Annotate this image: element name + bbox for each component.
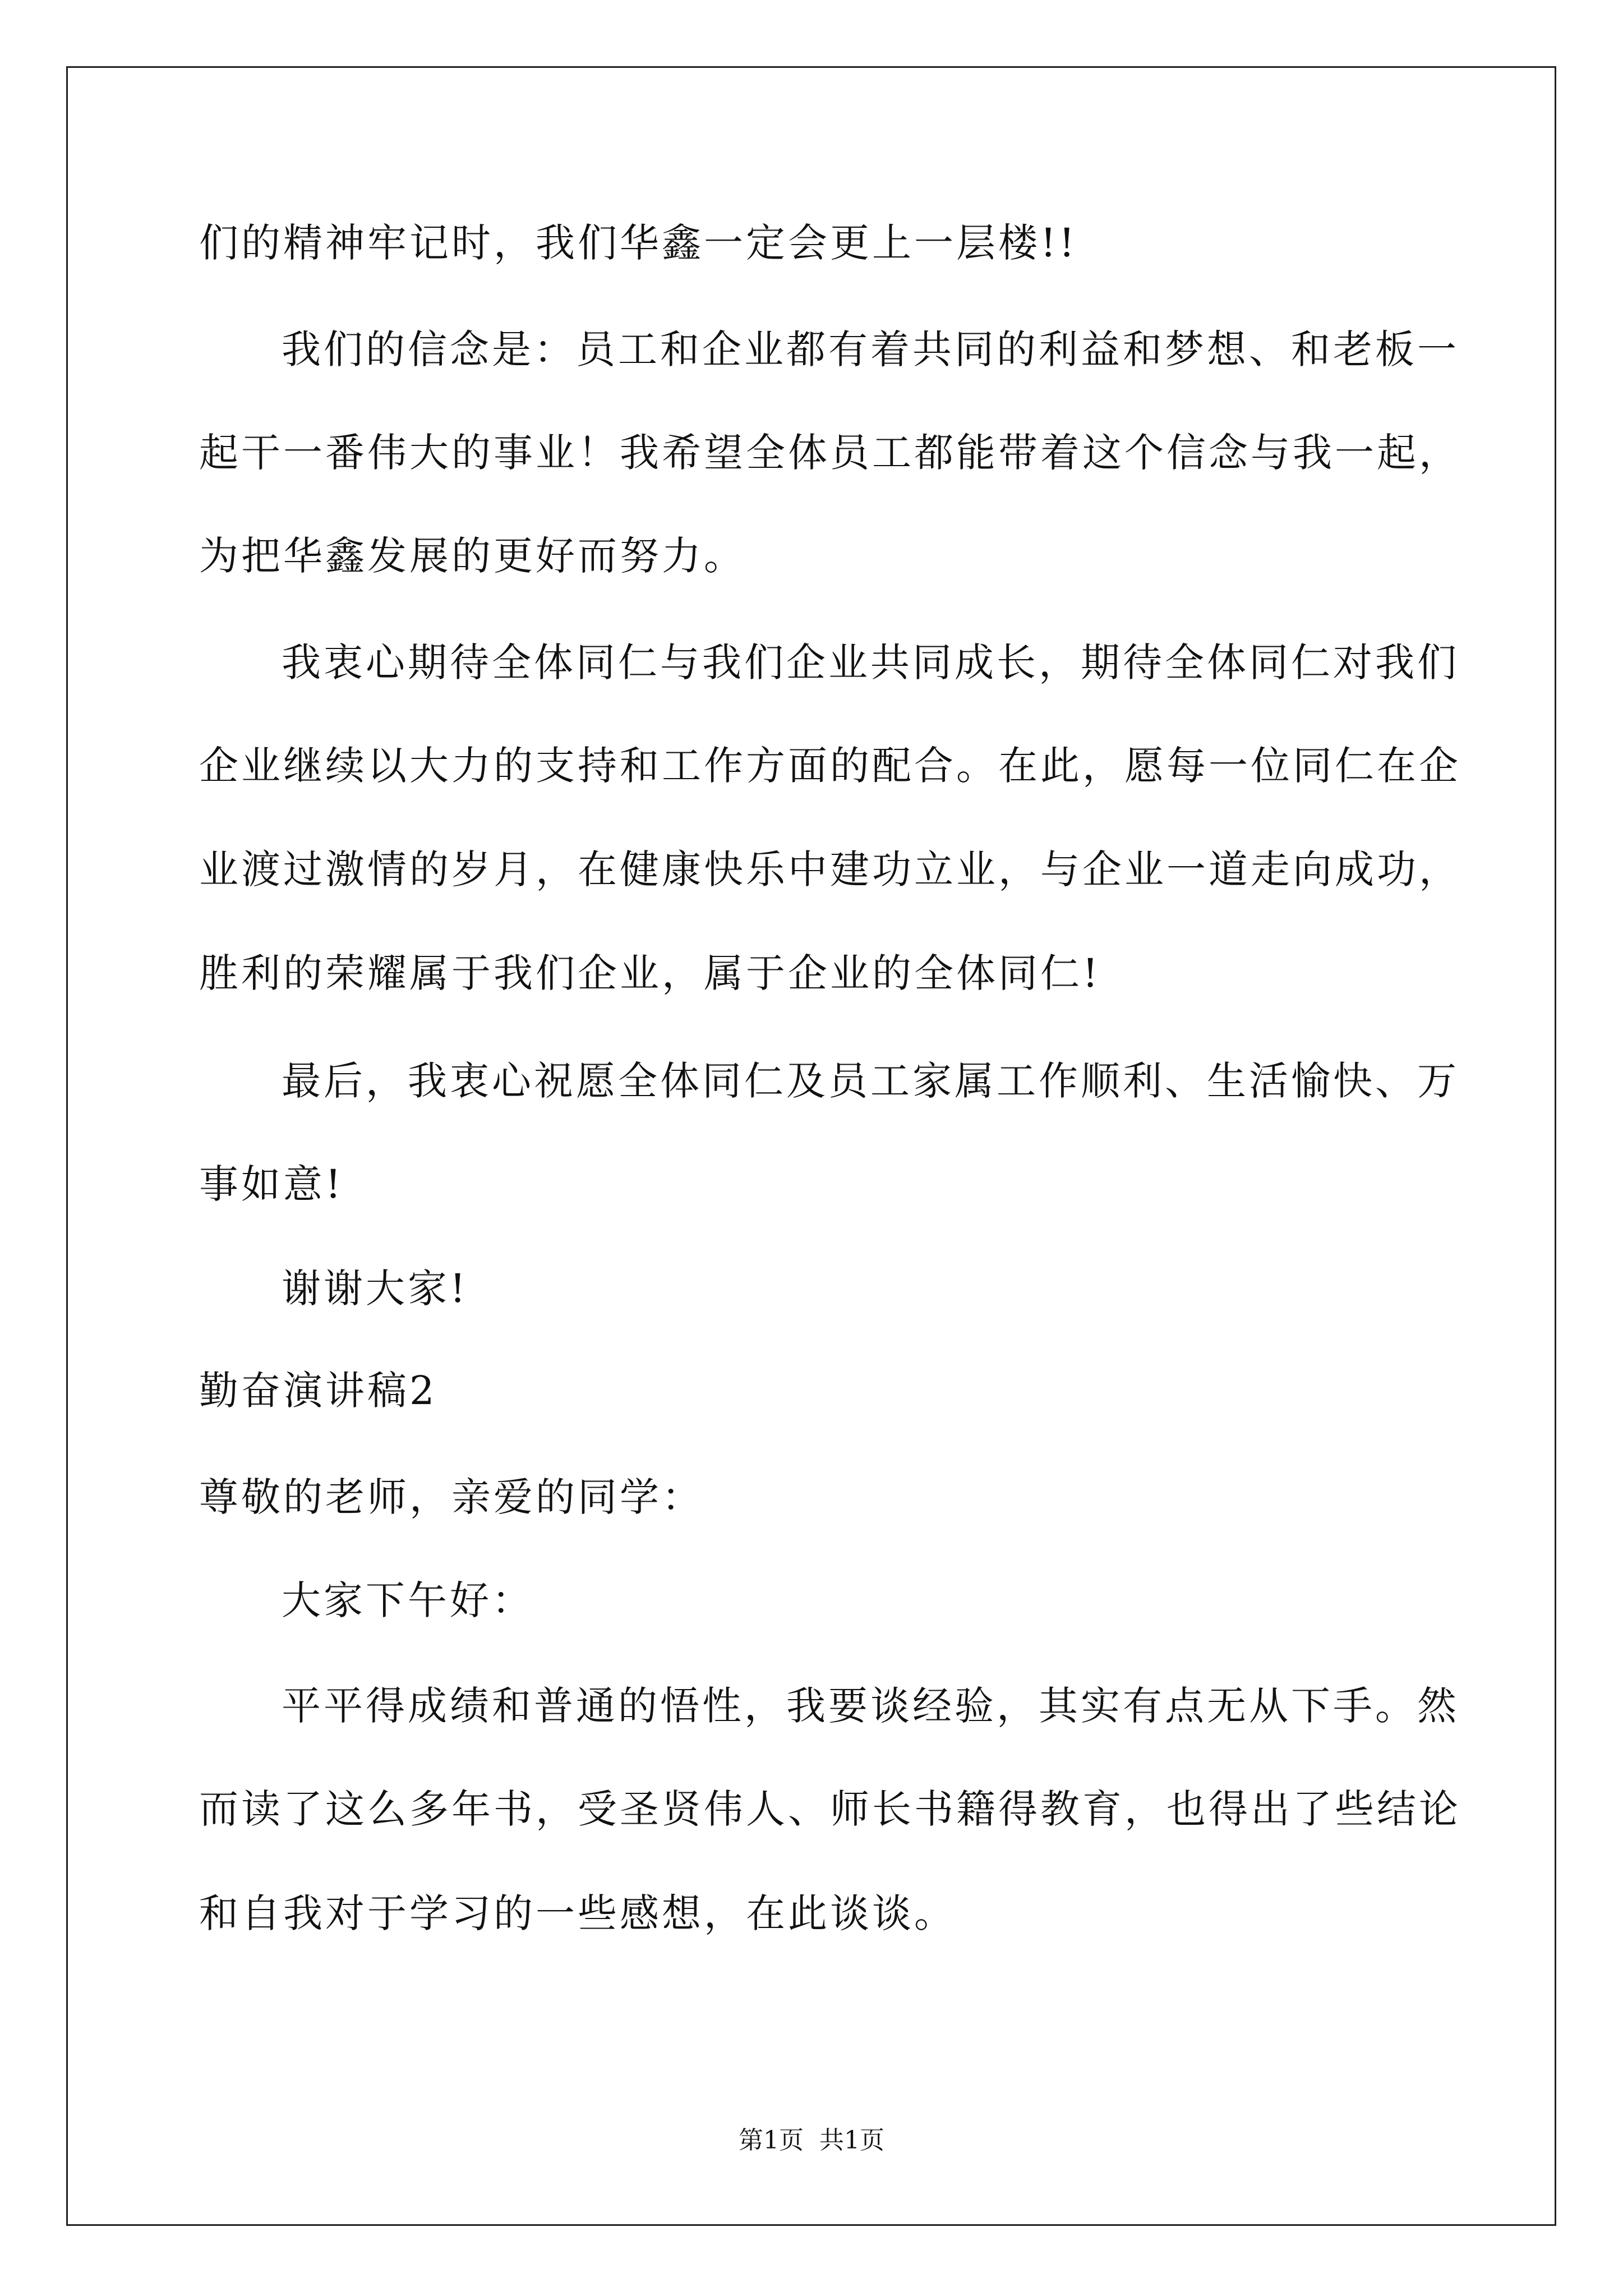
paragraph-line: 平平得成绩和普通的悟性，我要谈经验，其实有点无从下手。然: [282, 1683, 1459, 1729]
paragraph-line: 起干一番伟大的事业！我希望全体员工都能带着这个信念与我一起，: [199, 430, 1461, 476]
paragraph-line: 们的精神牢记时，我们华鑫一定会更上一层楼!!: [199, 220, 1078, 266]
paragraph-line: 我们的信念是：员工和企业都有着共同的利益和梦想、和老板一: [282, 326, 1459, 372]
paragraph-line: 为把华鑫发展的更好而努力。: [199, 533, 746, 579]
closing-line: 谢谢大家!: [282, 1266, 469, 1312]
paragraph-line: 最后，我衷心祝愿全体同仁及员工家属工作顺利、生活愉快、万: [282, 1058, 1459, 1104]
paragraph-line: 胜利的荣耀属于我们企业，属于企业的全体同仁!: [199, 950, 1101, 996]
page-footer: [0, 2125, 1623, 2156]
section-heading: 勤奋演讲稿2: [199, 1368, 437, 1414]
paragraph-line: 企业继续以大力的支持和工作方面的配合。在此，愿每一位同仁在企: [199, 743, 1461, 789]
paragraph-line: 事如意!: [199, 1161, 344, 1207]
paragraph-line: 而读了这么多年书，受圣贤伟人、师长书籍得教育，也得出了些结论: [199, 1786, 1461, 1832]
paragraph-line: 和自我对于学习的一些感想，在此谈谈。: [199, 1890, 956, 1936]
paragraph-line: 我衷心期待全体同仁与我们企业共同成长，期待全体同仁对我们: [282, 639, 1459, 685]
salutation: 尊敬的老师，亲爱的同学：: [199, 1474, 704, 1520]
paragraph-line: 业渡过激情的岁月，在健康快乐中建功立业，与企业一道走向成功，: [199, 846, 1461, 892]
page-total: 共1页: [819, 2126, 884, 2155]
greeting: 大家下午好：: [282, 1577, 534, 1623]
page-number: 第1页: [739, 2126, 804, 2155]
